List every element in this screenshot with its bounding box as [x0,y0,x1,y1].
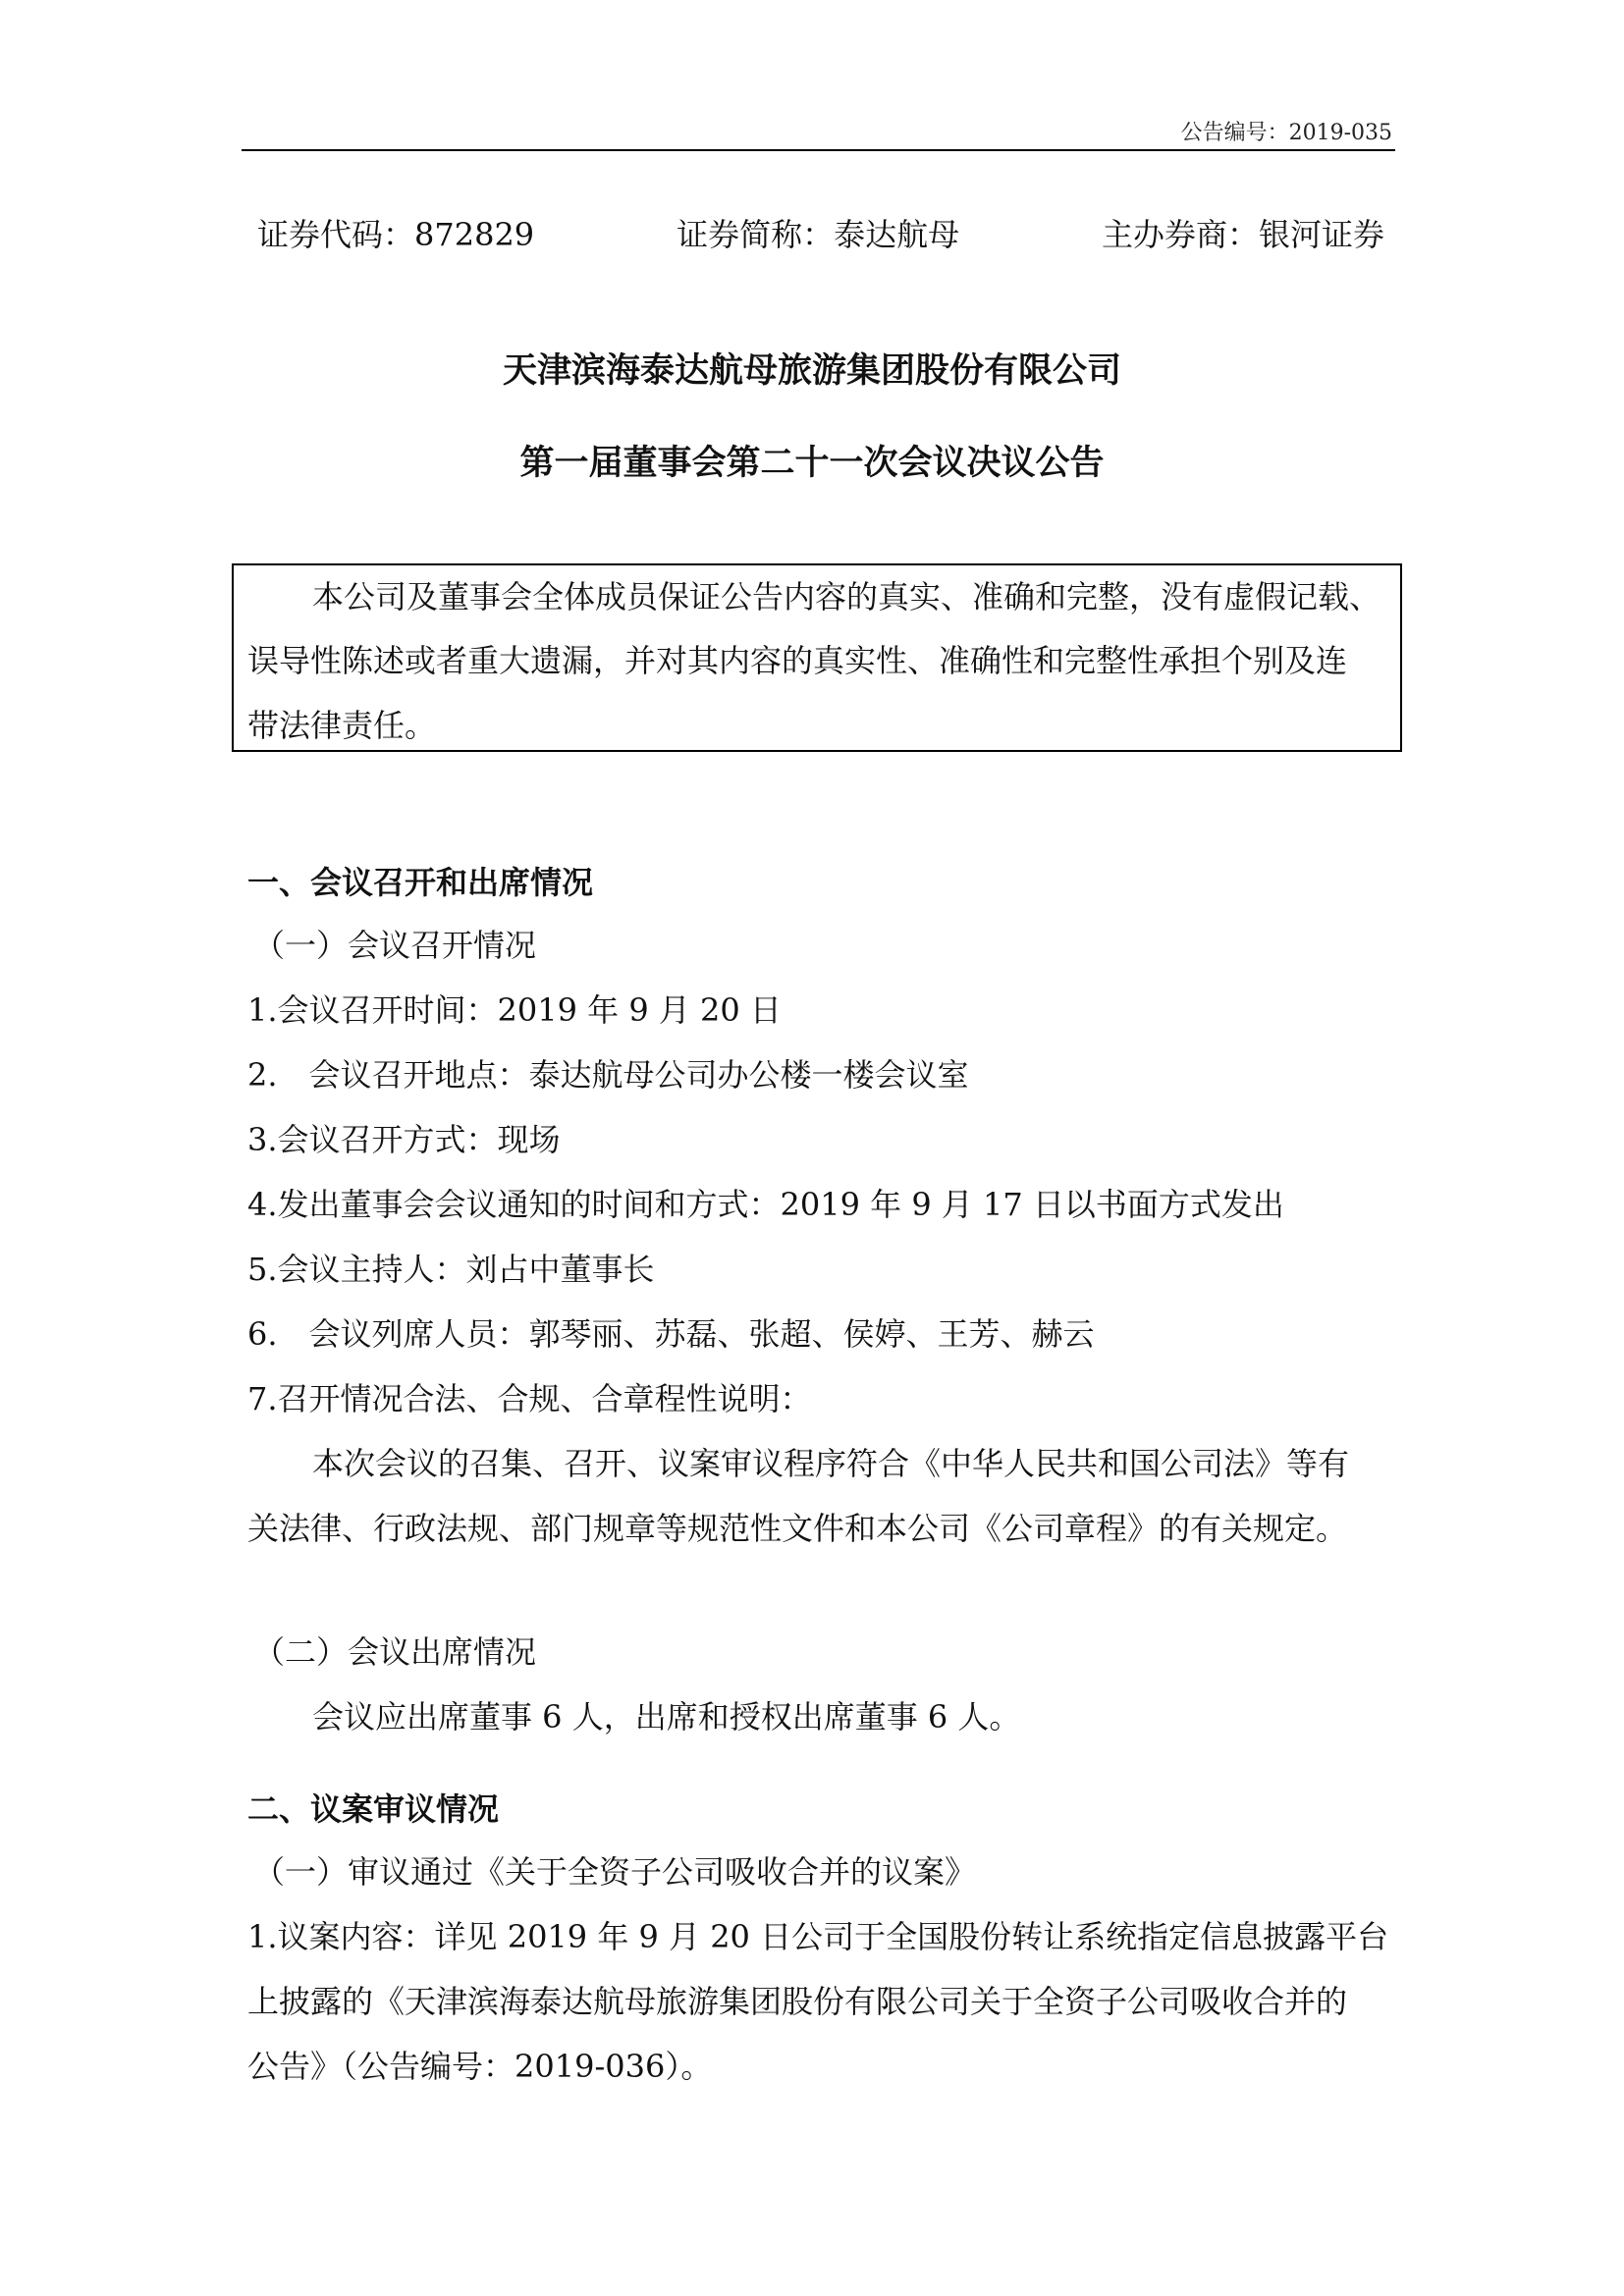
proposal-content-line-1: 1.议案内容：详见 2019 年 9 月 20 日公司于全国股份转让系统指定信息披露平台 [247,1918,1389,1955]
announcement-number: 公告编号：2019-035 [1180,121,1392,145]
header-rule [242,149,1395,151]
attendance-statement: 会议应出席董事 6 人，出席和授权出席董事 6 人。 [312,1698,1021,1735]
meeting-attendees: 6. 会议列席人员：郭琴丽、苏磊、张超、侯婷、王芳、赫云 [247,1315,1095,1353]
section-2-subheading-proposal: （一）审议通过《关于全资子公司吸收合并的议案》 [253,1853,977,1891]
company-title: 天津滨海泰达航母旅游集团股份有限公司 [502,351,1121,391]
meeting-method: 3.会议召开方式：现场 [247,1121,561,1158]
proposal-content-line-3: 公告》（公告编号：2019-036）。 [247,2048,713,2085]
securities-code: 证券代码：872829 [257,216,535,253]
meeting-host: 5.会议主持人：刘占中董事长 [247,1251,655,1288]
meeting-location: 2. 会议召开地点：泰达航母公司办公楼一楼会议室 [247,1056,969,1094]
section-1-subheading-attendance: （二）会议出席情况 [253,1633,537,1671]
notice-line-1: 本公司及董事会全体成员保证公告内容的真实、准确和完整，没有虚假记载、 [312,578,1381,615]
legality-statement-line-2: 关法律、行政法规、部门规章等规范性文件和本公司《公司章程》的有关规定。 [247,1510,1348,1547]
meeting-notice: 4.发出董事会会议通知的时间和方式：2019 年 9 月 17 日以书面方式发出 [247,1186,1284,1223]
section-1-subheading-convening: （一）会议召开情况 [253,927,537,964]
section-1-heading: 一、会议召开和出席情况 [247,864,594,901]
proposal-content-line-2: 上披露的《天津滨海泰达航母旅游集团股份有限公司关于全资子公司吸收合并的 [247,1983,1348,2020]
meeting-time: 1.会议召开时间：2019 年 9 月 20 日 [247,991,782,1029]
legality-statement-heading: 7.召开情况合法、合规、合章程性说明： [247,1380,812,1417]
securities-short-name: 证券简称：泰达航母 [677,216,960,253]
legality-statement-line-1: 本次会议的召集、召开、议案审议程序符合《中华人民共和国公司法》等有 [312,1445,1350,1482]
sponsor-broker: 主办券商：银河证券 [1101,216,1384,253]
notice-line-3: 带法律责任。 [247,707,437,744]
announcement-title: 第一届董事会第二十一次会议决议公告 [519,444,1105,483]
notice-line-2: 误导性陈述或者重大遗漏，并对其内容的真实性、准确性和完整性承担个别及连 [247,642,1348,679]
section-2-heading: 二、议案审议情况 [247,1790,500,1828]
securities-info-row [257,210,1384,255]
